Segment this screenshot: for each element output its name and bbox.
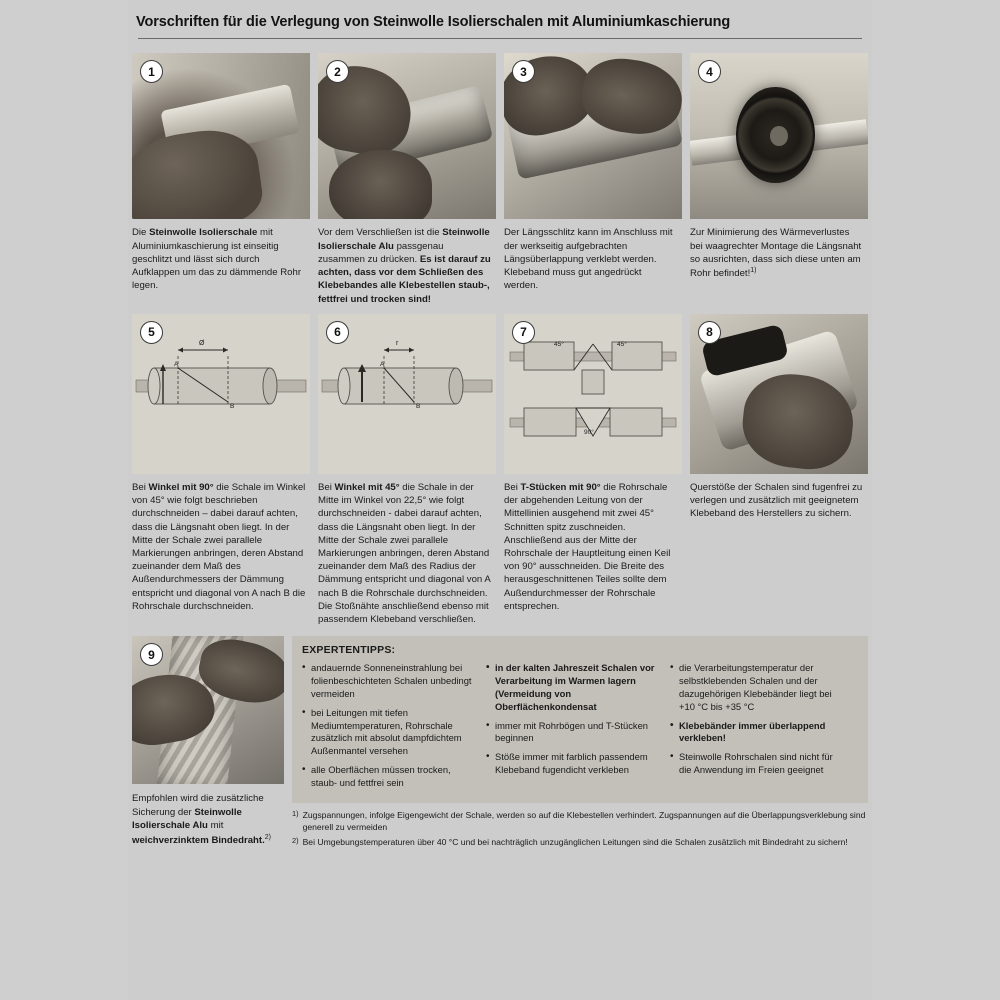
step-7-image [504, 314, 682, 474]
step-9-caption [132, 792, 284, 847]
tip-item: • andauernde Sonneneinstrahlung bei folienbeschichteten Schalen unbedingt vermeiden [302, 662, 474, 700]
step-9-text-b: Steinwolle Isolierschale Alu [132, 806, 242, 832]
tips-and-footnotes [292, 636, 868, 851]
step-3 [504, 53, 682, 305]
step-1-text-c: mit Aluminiumkaschierung ist einseitig geschlitzt und lässt sich durch Aufklappen um das zu dämmende Rohr legen. [132, 227, 302, 292]
step-2-text-c: passgenau zusammen zu drücken. [318, 240, 444, 265]
footnote-2 [292, 836, 868, 848]
hand-shape-2 [329, 150, 432, 220]
step-2-text-a: Vor dem Verschließen ist die [318, 227, 443, 239]
step-1-caption [132, 226, 310, 292]
step-4-caption [690, 226, 868, 280]
step-6-caption [318, 481, 496, 627]
step-3-caption: Der Längsschlitz kann im Anschluss mit der werkseitig aufgebrachten Längsüberlappung verklebt werden. Klebeband muss gut angedrückt werden. [504, 227, 673, 292]
step-5-text-c: die Schale im Winkel von 45° wie folgt beschrieben durchschneiden – dabei darauf achten, dass die Längsnaht oben liegt. In der Mitte der Schale zwei parallele Markierungen anbringen, deren Abstand zueinander dem Maß des Außendurchmessers der Dämmung entspricht und diagonal von A nach B die Rohrschale durchschneiden. [132, 481, 306, 612]
step-2-badge: 2 [326, 60, 349, 83]
step-6-text-b: Winkel mit 45° [334, 481, 400, 493]
step-2-image [318, 53, 496, 219]
step-8-caption: Querstöße der Schalen sind fugenfrei zu verlegen und zusätzlich mit geeignetem Klebeband des Herstellers zu sichern. [690, 481, 863, 520]
page-title: Vorschriften für die Verlegung von Steinwolle Isolierschalen mit Aluminiumkaschierung [136, 14, 731, 30]
step-9-text-c: mit [207, 820, 224, 832]
step-6-badge: 6 [326, 321, 349, 344]
diagram-5-dim-label: Ø [199, 339, 205, 347]
step-4-text-a: Zur Minimierung des Wärmeverlustes bei waagrechter Montage die Längsnaht so ausrichten, dass sich diese unten am Rohr befindet! [690, 227, 862, 280]
document-page [128, 0, 872, 1000]
document-header [128, 0, 872, 45]
step-6 [318, 314, 496, 627]
step-9-text-a: Empfohlen wird die zusätzliche Sicherung der [132, 793, 264, 818]
step-2-caption [318, 226, 496, 305]
tip-item: • Steinwolle Rohrschalen sind nicht für die Anwendung im Freien geeignet [670, 751, 842, 777]
step-4-image [690, 53, 868, 219]
step-9 [132, 636, 284, 851]
bottom-section [128, 636, 872, 851]
step-5-badge: 5 [140, 321, 163, 344]
footnote-ref-1: 1) [750, 267, 757, 275]
step-5-text-b: Winkel mit 90° [148, 481, 214, 493]
tip-item: • Klebebänder immer überlappend verkleben! [670, 720, 842, 746]
tips-column-2 [486, 662, 658, 795]
tip-item: • Stöße immer mit farblich passendem Klebeband fugendicht verkleben [486, 751, 658, 777]
step-7 [504, 314, 682, 627]
footnotes [292, 809, 868, 848]
step-9-text-d: weichverzinktem Bindedraht. [132, 834, 265, 846]
step-7-caption [504, 481, 682, 613]
tip-item: • in der kalten Jahreszeit Schalen vor Verarbeitung im Warmen lagern (Vermeidung von Oberflächenkondensat [486, 662, 658, 713]
title-divider [138, 38, 862, 39]
steps-row-2 [128, 314, 872, 627]
step-1-badge: 1 [140, 60, 163, 83]
step-6-text-a: Bei [318, 481, 335, 493]
steps-row-1 [128, 53, 872, 305]
step-5 [132, 314, 310, 627]
step-1-text-a: Die [132, 227, 150, 239]
footnote-1 [292, 809, 868, 833]
step-8 [690, 314, 868, 627]
expert-tips-panel [292, 636, 868, 803]
step-1 [132, 53, 310, 305]
step-3-image [504, 53, 682, 219]
footnote-2-marker: 2) [292, 836, 299, 846]
footnote-ref-2: 2) [264, 833, 271, 841]
step-6-text-c: die Schale in der Mitte im Winkel von 22,5° wie folgt durchschneiden - dabei darauf achten, dass die Längsnaht oben liegt. In der Mitte der Schale zwei parallele Markierungen anbringen, deren Abstand zueinander dem Maß des Radius der Dämmung entspricht und diagonal von A nach B die Rohrschale durchschneiden. Die Stoßnähte anschließend ebenso mit passendem Klebeband verschließen. [318, 481, 491, 626]
step-7-text-b: T-Stücken mit 90° [520, 481, 601, 493]
tips-column-1 [302, 662, 474, 795]
expert-tips-heading: EXPERTENTIPPS: [302, 644, 396, 657]
tip-item: • immer mit Rohrbögen und T-Stücken beginnen [486, 720, 658, 746]
footnote-1-marker: 1) [292, 809, 299, 819]
step-2-text-b: Steinwolle Isolierschale Alu [318, 227, 490, 252]
step-7-text-a: Bei [504, 481, 521, 493]
step-1-text-b: Steinwolle Isolierschale [149, 227, 258, 239]
step-8-badge: 8 [698, 321, 721, 344]
step-5-caption [132, 481, 310, 613]
diagram-5-point-a: A [174, 360, 179, 368]
step-5-text-a: Bei [132, 481, 149, 493]
diagram-7-angle-right: 45° [617, 340, 627, 348]
step-2-text-d: Es ist darauf zu achten, dass vor dem Schließen des Klebebandes alle Klebestellen staub-, fettfrei und trocken sind! [318, 253, 491, 305]
diagram-6-point-b: B [416, 402, 421, 410]
step-7-badge: 7 [512, 321, 535, 344]
diagram-6-dim-label: r [396, 339, 399, 347]
step-2 [318, 53, 496, 305]
step-5-image [132, 314, 310, 474]
step-9-image [132, 636, 284, 784]
tip-item: • alle Oberflächen müssen trocken, staub- und fettfrei sein [302, 764, 474, 790]
step-8-image [690, 314, 868, 474]
diagram-5-point-b: B [230, 402, 235, 410]
footnote-2-text: Bei Umgebungstemperaturen über 40 °C und bei nachträglich unzugänglichen Leitungen sind die Schalen zusätzlich mit Bindedraht zu sichern! [302, 837, 848, 848]
tip-item: • die Verarbeitungstemperatur der selbstklebenden Schalen und der dazugehörigen Klebebänder liegt bei +10 °C bis +35 °C [670, 662, 842, 713]
step-1-image [132, 53, 310, 219]
step-3-badge: 3 [512, 60, 535, 83]
step-9-badge: 9 [140, 643, 163, 666]
step-6-image [318, 314, 496, 474]
tip-item: • bei Leitungen mit tiefen Mediumtemperaturen, Rohrschale zusätzlich mit absolut dampfdichtem Außenmantel versehen [302, 707, 474, 758]
footnote-1-text: Zugspannungen, infolge Eigengewicht der Schale, werden so auf die Klebestellen verhindert. Zugspannungen auf die Überlappungsverklebung sind generell zu vermeiden [302, 810, 866, 833]
diagram-6-point-a: A [380, 360, 385, 368]
step-4-badge: 4 [698, 60, 721, 83]
step-7-text-c: die Rohrschale der abgehenden Leitung von der Mittellinien ausgehend mit zwei 45° Schnitten spitz zuschneiden. Anschließend aus der Mitte der Rohrschale der Hauptleitung einen Keil von 90° ausschneiden. Die Breite des herausgeschnittenen Teiles sollte dem Außendurchmesser der Rohrschale entsprechen. [504, 481, 671, 612]
tips-column-3 [670, 662, 842, 795]
diagram-7-angle-bottom: 90° [584, 428, 594, 436]
diagram-7-angle-left: 45° [554, 340, 564, 348]
step-4 [690, 53, 868, 305]
